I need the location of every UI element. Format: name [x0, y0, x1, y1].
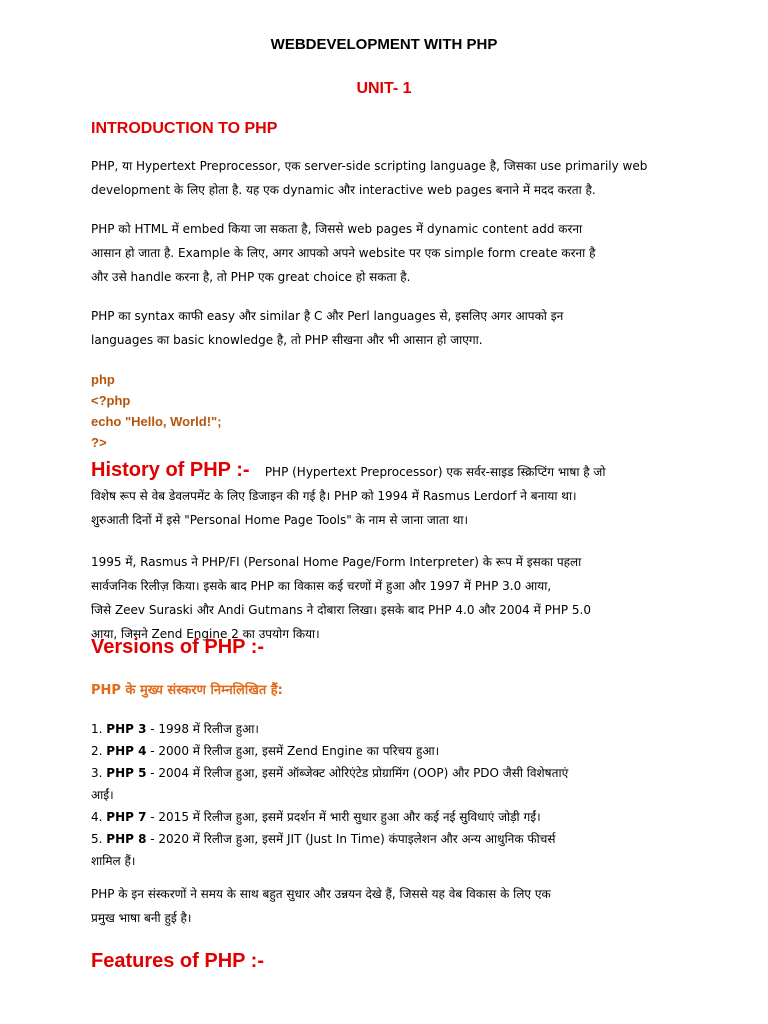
list-item [91, 762, 691, 784]
document-title: WEBDEVELOPMENT WITH PHP [270, 36, 498, 53]
text-line: विशेष रूप से वेब डेवलपमेंट के लिए डिजाइन की गई है। PHP को 1994 में Rasmus Lerdorf ने बनाया था। [91, 489, 577, 503]
intro-heading: INTRODUCTION TO PHP [91, 120, 278, 137]
list-item [91, 806, 691, 828]
version-text: - 1998 में रिलीज हुआ। [146, 722, 259, 736]
list-number: 1. [91, 722, 103, 736]
text-line: PHP को HTML में embed किया जा सकता है, जिससे web pages में dynamic content add करना [91, 222, 583, 236]
text-line: जिसे Zeev Suraski और Andi Gutmans ने दोबारा लिखा। इसके बाद PHP 4.0 और 2004 में PHP 5.0 [91, 603, 592, 617]
version-text: - 2015 में रिलीज हुआ, इसमें प्रदर्शन में भारी सुधार हुआ और कई नई सुविधाएं जोड़ी गईं। [146, 810, 541, 824]
intro-paragraph-3 [91, 304, 691, 352]
text-line: PHP का syntax काफी easy और similar है C और Perl languages से, इसलिए अगर आपको इन [91, 309, 564, 323]
history-heading: History of PHP :- [91, 459, 250, 481]
list-number: 3. [91, 766, 103, 780]
history-first-line [91, 458, 691, 484]
version-name: PHP 3 [106, 722, 147, 736]
versions-list [91, 718, 691, 872]
history-paragraph-2 [91, 550, 691, 646]
list-item-continuation: शामिल हैं। [91, 854, 136, 868]
versions-subheading: PHP के मुख्य संस्करण निम्नलिखित हैं: [91, 683, 283, 698]
code-line: echo "Hello, World!"; [91, 414, 222, 429]
list-number: 4. [91, 810, 103, 824]
text-line: PHP के इन संस्करणों ने समय के साथ बहुत सुधार और उन्नयन देखे हैं, जिससे यह वेब विकास के लिए एक [91, 887, 551, 901]
list-number: 2. [91, 744, 103, 758]
version-name: PHP 8 [106, 832, 147, 846]
text-line: development के लिए होता है. यह एक dynamic और interactive web pages बनाने में मदद करता है. [91, 183, 596, 197]
code-line: <?php [91, 393, 131, 408]
version-text: - 2000 में रिलीज हुआ, इसमें Zend Engine का परिचय हुआ। [146, 744, 440, 758]
unit-heading: UNIT- 1 [356, 80, 412, 97]
text-line: languages का basic knowledge है, तो PHP सीखना और भी आसान हो जाएगा. [91, 333, 483, 347]
versions-heading: Versions of PHP :- [91, 636, 265, 658]
intro-paragraph-2 [91, 217, 691, 289]
version-name: PHP 7 [106, 810, 147, 824]
text-line: PHP (Hypertext Preprocessor) एक सर्वर-साइड स्क्रिप्टिंग भाषा है जो [264, 465, 606, 479]
list-item [91, 718, 691, 740]
version-name: PHP 4 [106, 744, 147, 758]
text-line: आया, जिसने Zend Engine 2 का उपयोग किया। [91, 627, 320, 641]
text-line: PHP, या Hypertext Preprocessor, एक server-side scripting language है, जिसका use primarily web [91, 159, 648, 173]
text-line: सार्वजनिक रिलीज़ किया। इसके बाद PHP का विकास कई चरणों में हुआ और 1997 में PHP 3.0 आया, [91, 579, 552, 593]
list-item [91, 828, 691, 850]
text-line: आसान हो जाता है. Example के लिए, अगर आपको अपने website पर एक simple form create करना है [91, 246, 596, 260]
versions-summary [91, 882, 691, 930]
intro-paragraph-1 [91, 154, 691, 202]
history-section [91, 458, 691, 532]
text-line: 1995 में, Rasmus ने PHP/FI (Personal Home Page/Form Interpreter) के रूप में इसका पहला [91, 555, 582, 569]
list-item-continuation: आईं। [91, 788, 114, 802]
code-snippet [91, 369, 222, 453]
list-number: 5. [91, 832, 103, 846]
code-line: php [91, 372, 115, 387]
text-line: और उसे handle करना है, तो PHP एक great choice हो सकता है. [91, 270, 411, 284]
version-text: - 2004 में रिलीज हुआ, इसमें ऑब्जेक्ट ओरिएंटेड प्रोग्रामिंग (OOP) और PDO जैसी विशेषताएं [146, 766, 569, 780]
version-text: - 2020 में रिलीज हुआ, इसमें JIT (Just In Time) कंपाइलेशन और अन्य आधुनिक फीचर्स [146, 832, 556, 846]
list-item [91, 740, 691, 762]
code-line: ?> [91, 435, 107, 450]
version-name: PHP 5 [106, 766, 147, 780]
text-line: प्रमुख भाषा बनी हुई है। [91, 911, 192, 925]
text-line: शुरुआती दिनों में इसे "Personal Home Page Tools" के नाम से जाना जाता था। [91, 513, 469, 527]
features-heading: Features of PHP :- [91, 950, 264, 972]
